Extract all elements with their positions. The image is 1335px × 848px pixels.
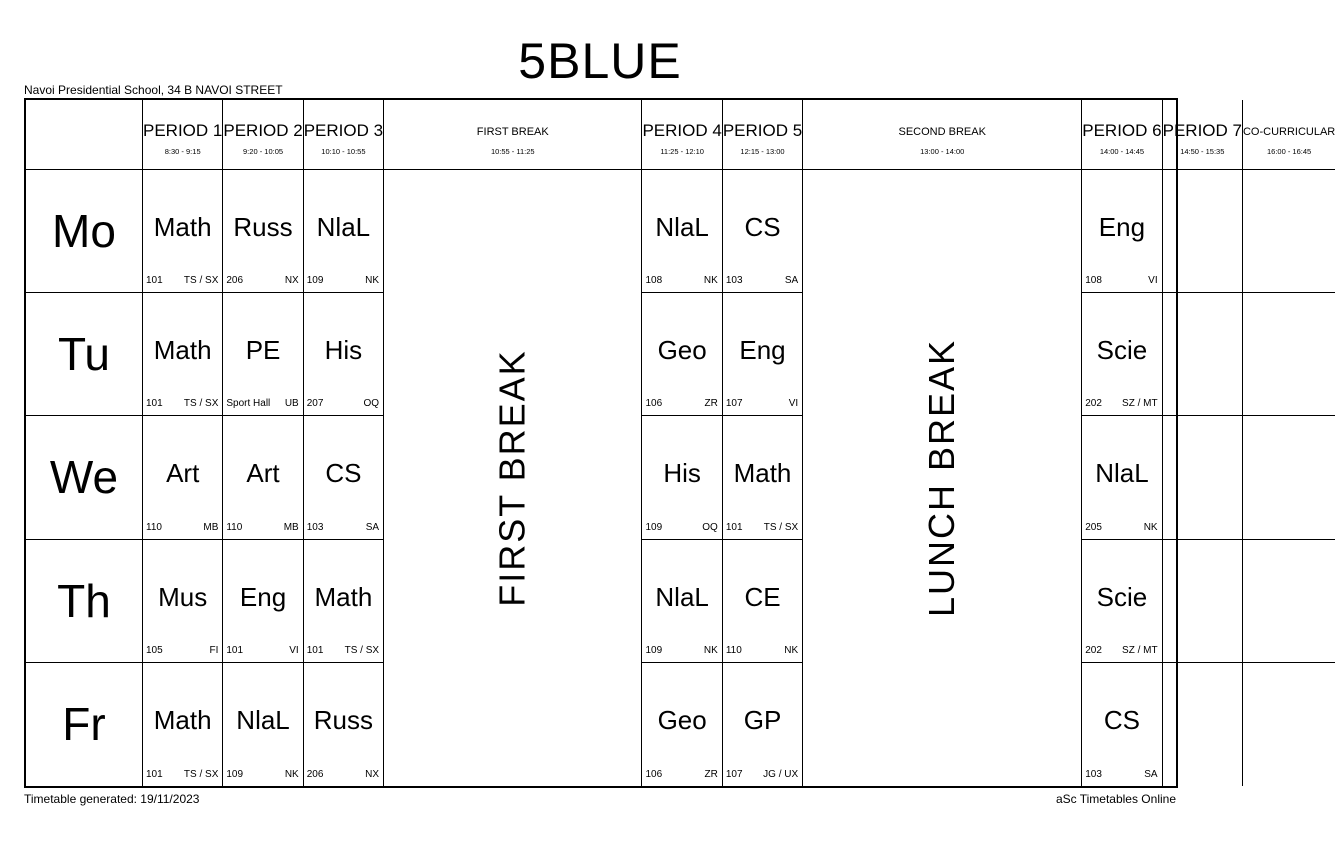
period-name: PERIOD 5 <box>722 121 803 140</box>
empty-cell <box>1243 293 1335 416</box>
lesson-cell <box>642 540 722 663</box>
day-label: Mo <box>26 170 143 293</box>
subject: NlaL <box>236 704 290 735</box>
teacher-code: NK <box>784 644 799 656</box>
empty-cell <box>1243 170 1335 293</box>
room-number: 206 <box>226 275 244 287</box>
subject: Russ <box>313 704 374 735</box>
period-time: 9:20 - 10:05 <box>243 147 284 156</box>
period-header <box>803 100 1082 170</box>
lesson-cell <box>223 416 303 539</box>
period-name: FIRST BREAK <box>476 126 549 138</box>
school-name: Navoi Presidential School, 34 B NAVOI STREET <box>24 83 283 97</box>
teacher-code: SA <box>1144 768 1158 780</box>
room-number: 202 <box>1085 644 1102 656</box>
day-label: Th <box>26 540 143 663</box>
room-number: 109 <box>226 768 244 780</box>
period-name: PERIOD 2 <box>223 121 303 140</box>
room-number: 202 <box>1085 398 1102 410</box>
teacher-code: JG / UX <box>763 768 799 780</box>
lesson-cell <box>143 416 223 539</box>
period-time: 10:10 - 10:55 <box>321 147 366 156</box>
room-number: 101 <box>146 768 163 780</box>
teacher-code: FI <box>209 644 219 656</box>
first-break-column <box>384 170 642 786</box>
lesson-cell <box>1082 663 1162 786</box>
period-header <box>304 100 384 170</box>
subject: Math <box>153 704 212 735</box>
break-label: LUNCH BREAK <box>921 338 963 618</box>
lesson-cell <box>223 663 303 786</box>
room-number: 108 <box>645 275 663 287</box>
lesson-cell <box>642 170 722 293</box>
lesson-cell <box>223 540 303 663</box>
room-number: 207 <box>306 398 324 410</box>
room-number: 110 <box>226 521 243 533</box>
room-number: 101 <box>146 398 163 410</box>
teacher-code: OQ <box>702 521 718 533</box>
subject: Math <box>314 581 373 612</box>
teacher-code: VI <box>289 644 299 656</box>
period-name: PERIOD 4 <box>642 121 722 140</box>
page-title: 5BLUE <box>518 33 682 89</box>
subject: Scie <box>1096 581 1148 612</box>
teacher-code: TS / SX <box>183 275 219 287</box>
lesson-cell <box>723 416 803 539</box>
day-label: Fr <box>26 663 143 786</box>
teacher-code: NX <box>284 275 299 287</box>
period-time: 16:00 - 16:45 <box>1267 147 1312 156</box>
subject: NlaL <box>316 212 371 242</box>
teacher-code: TS / SX <box>183 398 219 410</box>
period-name: CO-CURRICULAR <box>1242 126 1335 138</box>
subject: NlaL <box>1095 458 1149 489</box>
teacher-code: MB <box>203 521 219 533</box>
period-time: 11:25 - 12:10 <box>660 147 704 156</box>
brand-credit: aSc Timetables Online <box>1055 792 1176 806</box>
subject: Scie <box>1096 335 1148 366</box>
subject: Geo <box>657 335 707 366</box>
period-name: PERIOD 1 <box>143 121 223 140</box>
empty-cell <box>1243 663 1335 786</box>
generated-date: Timetable generated: 19/11/2023 <box>24 792 200 806</box>
lesson-cell <box>723 663 803 786</box>
period-name: SECOND BREAK <box>898 126 986 138</box>
lesson-cell <box>723 540 803 663</box>
empty-cell <box>1163 170 1243 293</box>
teacher-code: NK <box>284 768 299 780</box>
period-name: PERIOD 3 <box>303 121 384 140</box>
room-number: 110 <box>725 644 742 656</box>
teacher-code: ZR <box>704 768 718 780</box>
subject: Math <box>733 458 792 489</box>
teacher-code: MB <box>283 521 299 533</box>
lesson-cell <box>1082 170 1162 293</box>
period-header <box>642 100 722 170</box>
teacher-code: NK <box>703 644 718 656</box>
period-time: 12:15 - 13:00 <box>740 147 785 156</box>
lesson-cell <box>223 293 303 416</box>
period-time: 10:55 - 11:25 <box>490 147 535 156</box>
room-number: 103 <box>1085 768 1102 780</box>
subject: His <box>663 458 701 489</box>
teacher-code: SZ / MT <box>1122 644 1158 656</box>
lesson-cell <box>642 416 722 539</box>
teacher-code: NK <box>365 275 380 287</box>
subject: CE <box>744 581 781 612</box>
lesson-cell <box>1082 293 1162 416</box>
teacher-code: NK <box>703 275 718 287</box>
room-number: 107 <box>725 768 743 780</box>
lesson-cell <box>143 540 223 663</box>
period-time: 13:00 - 14:00 <box>920 147 965 156</box>
room-number: 101 <box>146 275 163 287</box>
period-name: PERIOD 6 <box>1082 121 1162 140</box>
lesson-cell <box>304 293 384 416</box>
empty-cell <box>1243 416 1335 539</box>
lesson-cell <box>304 170 384 293</box>
room-number: 109 <box>645 644 663 656</box>
teacher-code: UB <box>284 398 299 410</box>
period-time: 8:30 - 9:15 <box>164 147 201 156</box>
room-number: 206 <box>306 768 324 780</box>
room-number: 109 <box>645 521 663 533</box>
room-number: 108 <box>1085 275 1102 287</box>
lunch-break-column <box>803 170 1082 786</box>
teacher-code: OQ <box>363 398 380 410</box>
subject: Art <box>246 458 280 489</box>
subject: Geo <box>657 704 707 735</box>
teacher-code: NK <box>1143 521 1158 533</box>
room-number: 103 <box>306 521 324 533</box>
period-header <box>1163 100 1243 170</box>
subject: Eng <box>239 581 287 612</box>
lesson-cell <box>642 293 722 416</box>
subject: PE <box>245 335 281 366</box>
subject: CS <box>325 458 362 489</box>
lesson-cell <box>642 663 722 786</box>
period-header <box>1243 100 1335 170</box>
room-number: 109 <box>306 275 324 287</box>
teacher-code: VI <box>788 398 799 410</box>
subject: Eng <box>1098 212 1146 242</box>
period-header <box>384 100 642 170</box>
subject: Math <box>153 212 212 242</box>
teacher-code: SA <box>784 275 799 287</box>
period-name: PERIOD 7 <box>1162 121 1242 140</box>
timetable-grid <box>24 98 1335 788</box>
subject: Eng <box>739 335 786 366</box>
teacher-code: TS / SX <box>344 644 380 656</box>
teacher-code: SZ / MT <box>1122 398 1158 410</box>
lesson-cell <box>143 663 223 786</box>
lesson-cell <box>143 293 223 416</box>
subject: Art <box>166 458 200 489</box>
empty-cell <box>1163 293 1243 416</box>
period-header <box>1082 100 1162 170</box>
empty-cell <box>1163 663 1243 786</box>
lesson-cell <box>1082 416 1162 539</box>
subject: NlaL <box>655 581 709 612</box>
lesson-cell <box>1082 540 1162 663</box>
subject: GP <box>743 704 782 735</box>
corner-cell <box>26 100 143 170</box>
lesson-cell <box>304 540 384 663</box>
lesson-cell <box>304 663 384 786</box>
lesson-cell <box>723 293 803 416</box>
teacher-code: ZR <box>704 398 718 410</box>
day-label: Tu <box>26 293 143 416</box>
period-time: 14:50 - 15:35 <box>1180 147 1225 156</box>
subject: CS <box>744 212 781 242</box>
subject: CS <box>1103 704 1140 735</box>
lesson-cell <box>143 170 223 293</box>
break-label: FIRST BREAK <box>491 349 533 607</box>
room-number: 101 <box>725 521 743 533</box>
subject: Russ <box>233 212 293 242</box>
lesson-cell <box>223 170 303 293</box>
room-number: 107 <box>725 398 743 410</box>
period-time: 14:00 - 14:45 <box>1099 147 1145 156</box>
empty-cell <box>1163 540 1243 663</box>
room-number: 105 <box>146 644 163 656</box>
room-number: 106 <box>645 768 663 780</box>
period-header <box>723 100 803 170</box>
empty-cell <box>1163 416 1243 539</box>
lesson-cell <box>723 170 803 293</box>
room-number: 101 <box>226 644 244 656</box>
teacher-code: VI <box>1148 275 1158 287</box>
empty-cell <box>1243 540 1335 663</box>
subject: Math <box>153 335 212 366</box>
room-number: Sport Hall <box>226 398 271 410</box>
subject: Mus <box>158 581 208 612</box>
lesson-cell <box>304 416 384 539</box>
room-number: 106 <box>645 398 663 410</box>
teacher-code: SA <box>365 521 380 533</box>
subject: NlaL <box>655 212 709 242</box>
room-number: 101 <box>306 644 324 656</box>
room-number: 103 <box>725 275 743 287</box>
day-label: We <box>26 416 143 539</box>
room-number: 205 <box>1085 521 1102 533</box>
room-number: 110 <box>146 521 162 533</box>
teacher-code: TS / SX <box>183 768 219 780</box>
period-header <box>223 100 303 170</box>
subject: His <box>324 335 363 366</box>
teacher-code: NX <box>365 768 380 780</box>
teacher-code: TS / SX <box>763 521 799 533</box>
period-header <box>143 100 223 170</box>
